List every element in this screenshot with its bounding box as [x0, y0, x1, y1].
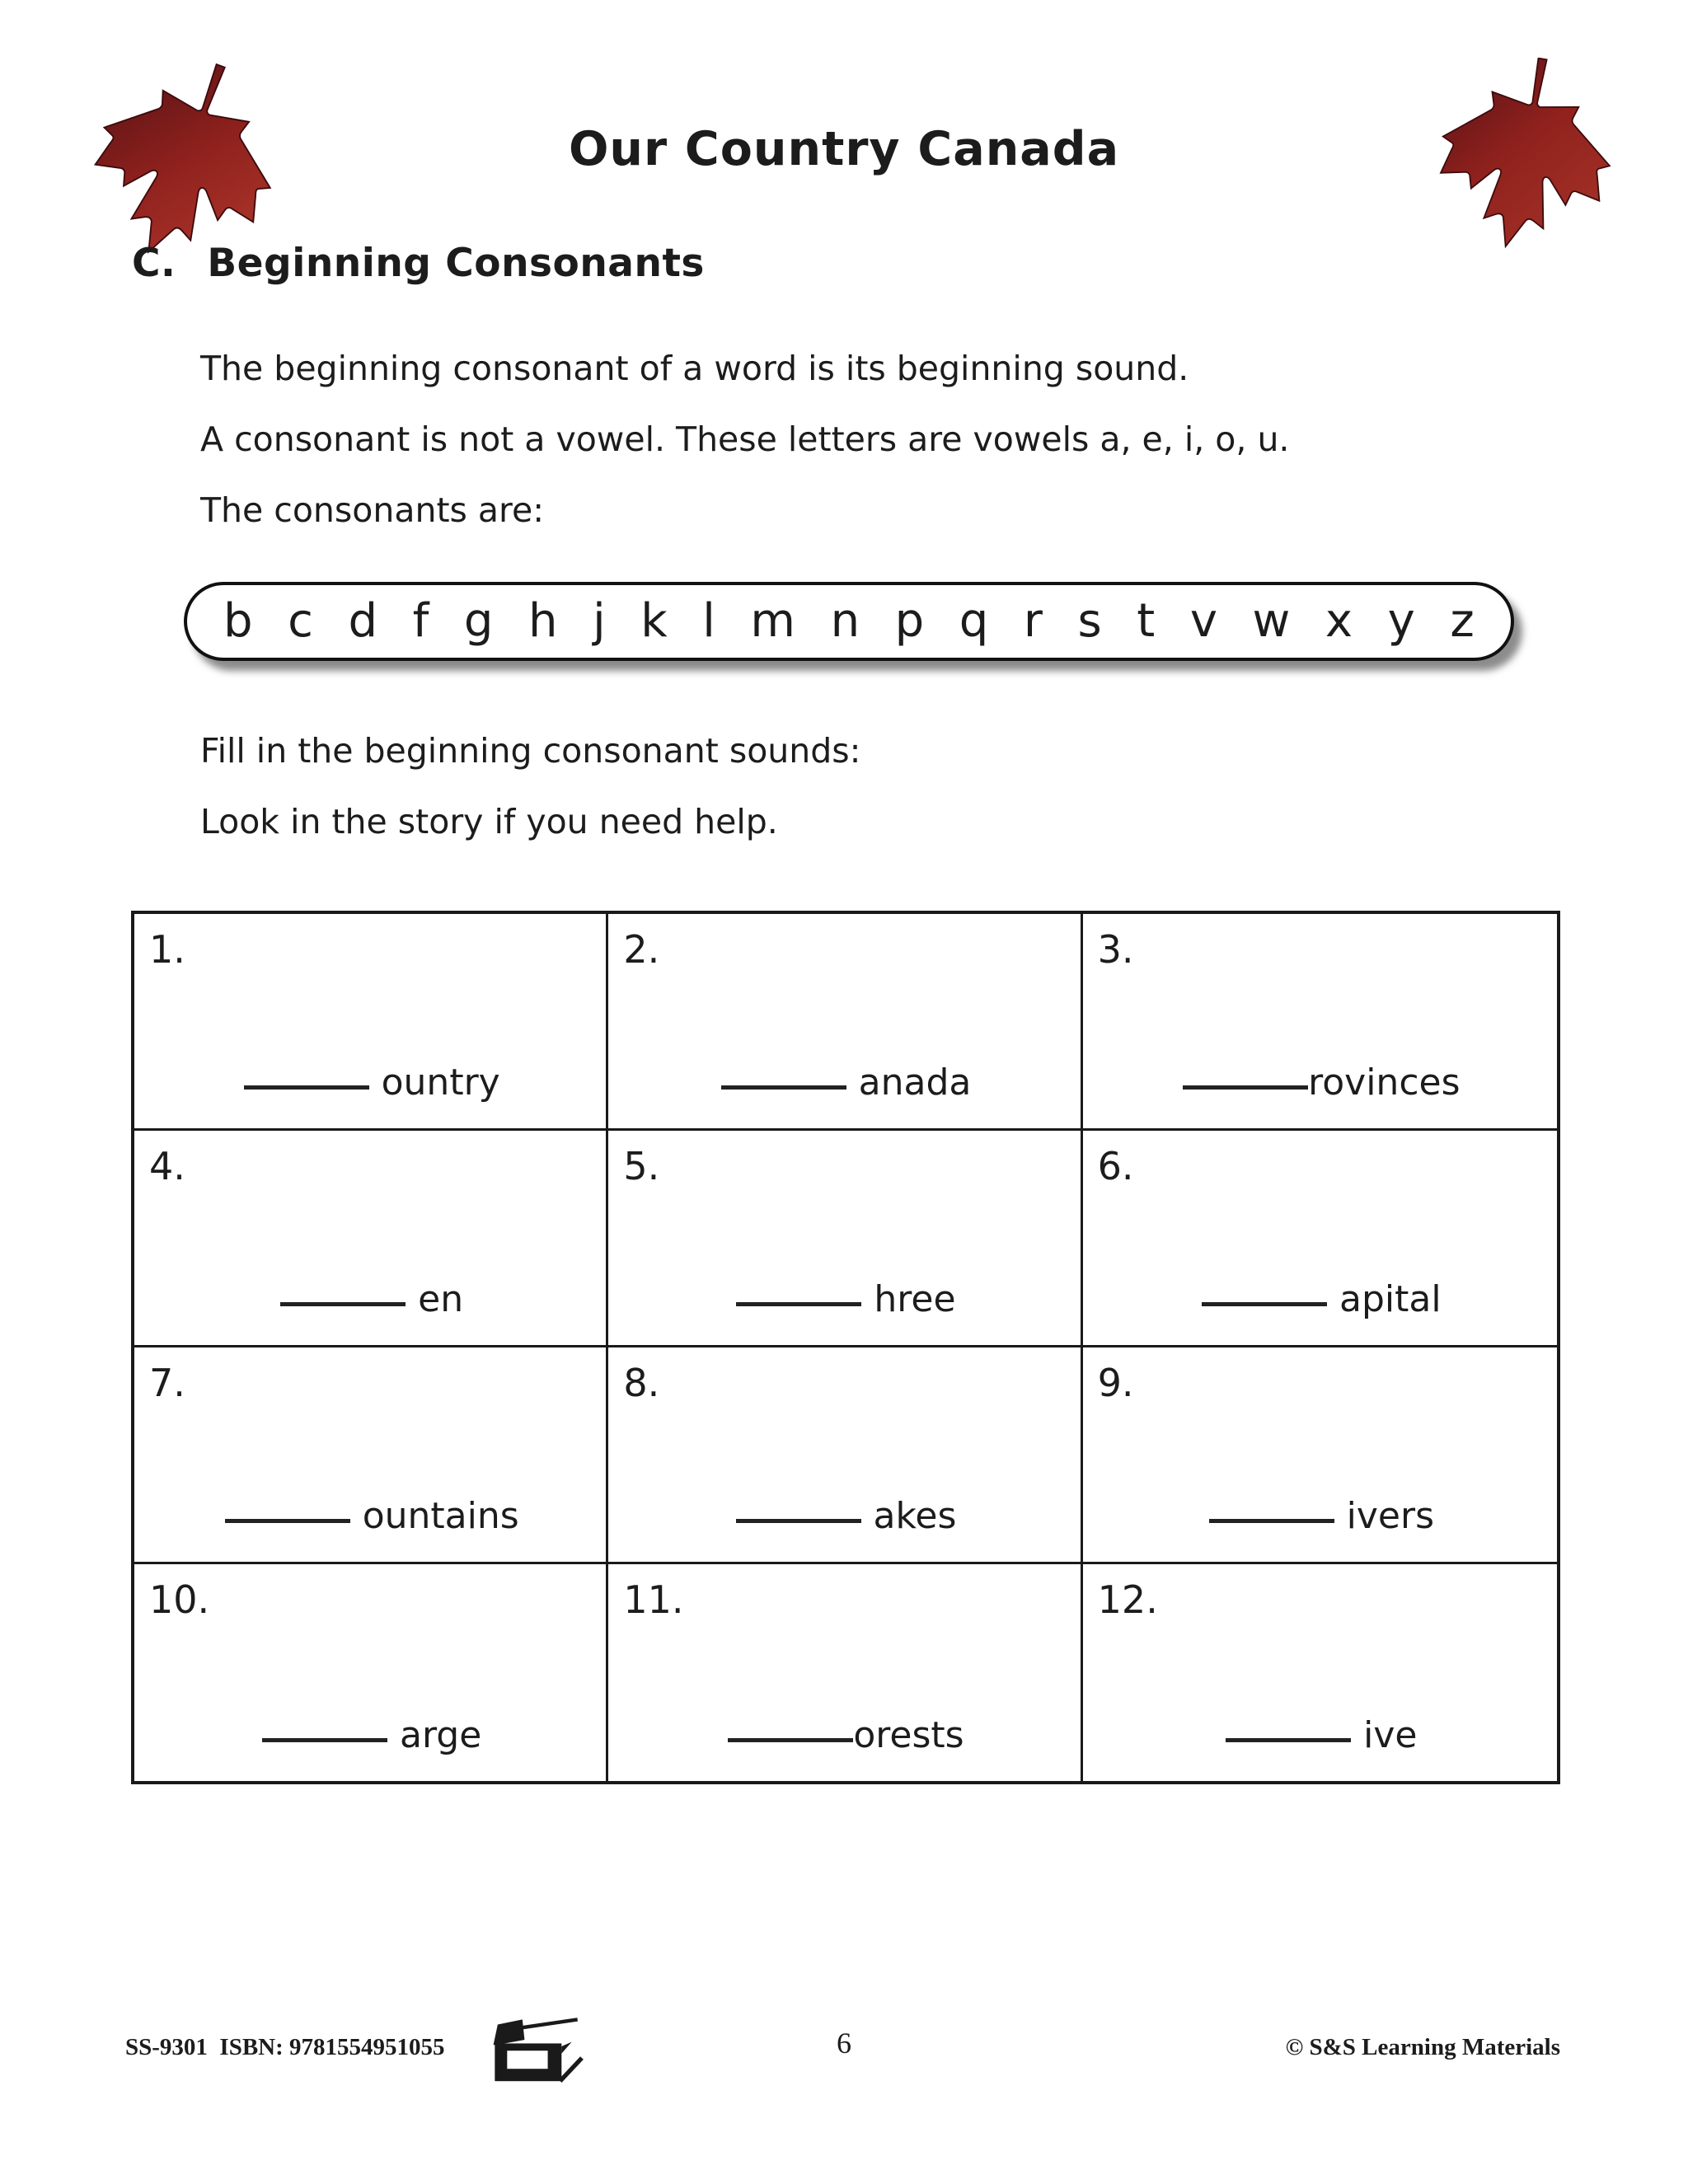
consonant-letter: m	[750, 594, 795, 648]
consonant-letter: k	[640, 594, 668, 648]
answer-blank	[728, 1732, 853, 1742]
intro-line-2: A consonant is not a vowel. These letters are vowels a, e, i, o, u.	[200, 419, 1290, 459]
consonant-letter: g	[463, 594, 494, 648]
consonant-letter: y	[1387, 594, 1415, 648]
section-heading	[132, 241, 705, 286]
consonant-letter: w	[1252, 594, 1291, 648]
consonant-letter: c	[288, 594, 313, 648]
cell-answer	[736, 1278, 955, 1320]
cell-number: 11.	[623, 1577, 684, 1622]
consonant-letter: x	[1325, 594, 1353, 648]
consonant-letter: n	[830, 594, 860, 648]
exercise-cell	[608, 1564, 1082, 1781]
consonant-letter: j	[593, 594, 606, 648]
cell-answer	[1209, 1495, 1434, 1537]
answer-blank	[736, 1512, 861, 1523]
answer-blank	[225, 1512, 350, 1523]
intro-line-3: The consonants are:	[200, 490, 545, 530]
answer-blank	[244, 1079, 369, 1090]
consonant-letter: z	[1450, 594, 1475, 648]
cell-number: 7.	[149, 1361, 185, 1405]
answer-blank	[1226, 1732, 1351, 1742]
consonant-letter: h	[528, 594, 558, 648]
word-ending: arge	[400, 1714, 482, 1756]
word-ending: akes	[873, 1495, 957, 1537]
consonant-letter: l	[702, 594, 715, 648]
cell-answer	[736, 1495, 957, 1537]
word-ending: apital	[1339, 1278, 1442, 1320]
word-ending: rovinces	[1308, 1062, 1461, 1104]
answer-blank	[721, 1079, 846, 1090]
cell-number: 6.	[1097, 1144, 1134, 1188]
consonant-letter: t	[1137, 594, 1156, 648]
consonant-letter: v	[1189, 594, 1217, 648]
answer-blank	[1209, 1512, 1334, 1523]
exercise-grid	[131, 911, 1560, 1784]
word-ending: hree	[874, 1278, 956, 1320]
exercise-cell	[134, 1564, 608, 1781]
cell-number: 4.	[149, 1144, 185, 1188]
cell-answer	[280, 1278, 463, 1320]
word-ending: ive	[1363, 1714, 1418, 1756]
answer-blank	[262, 1732, 387, 1742]
exercise-cell	[134, 1347, 608, 1564]
cell-number: 1.	[149, 927, 185, 972]
cell-answer	[262, 1714, 481, 1756]
word-ending: ountains	[362, 1495, 519, 1537]
section-title: Beginning Consonants	[207, 241, 705, 286]
exercise-cell	[1083, 1564, 1557, 1781]
cell-answer	[1226, 1714, 1417, 1756]
consonant-letter: r	[1023, 594, 1043, 648]
consonant-letter: p	[894, 594, 925, 648]
intro-paragraph	[200, 333, 1289, 546]
footer-copyright: © S&S Learning Materials	[1285, 2034, 1560, 2060]
consonant-letter: q	[959, 594, 989, 648]
exercise-cell	[1083, 1131, 1557, 1347]
instructions	[200, 715, 860, 857]
cell-number: 2.	[623, 927, 660, 972]
answer-blank	[736, 1296, 861, 1306]
exercise-cell	[1083, 914, 1557, 1131]
word-ending: en	[418, 1278, 464, 1320]
instruction-line-1: Fill in the beginning consonant sounds:	[200, 731, 861, 771]
word-ending: ivers	[1346, 1495, 1434, 1537]
cell-number: 5.	[623, 1144, 660, 1188]
maple-leaf-icon	[1426, 58, 1615, 264]
word-ending: orests	[853, 1714, 964, 1756]
consonant-letter: b	[223, 594, 253, 648]
cell-answer	[1183, 1062, 1460, 1104]
instruction-line-2: Look in the story if you need help.	[200, 802, 778, 841]
answer-blank	[1202, 1296, 1327, 1306]
cell-answer	[225, 1495, 519, 1537]
cell-answer	[728, 1714, 964, 1756]
consonant-letter: f	[412, 594, 429, 648]
cell-number: 3.	[1097, 927, 1134, 972]
answer-blank	[1183, 1079, 1308, 1090]
cell-number: 10.	[149, 1577, 210, 1622]
consonant-letter: d	[348, 594, 378, 648]
page-number: 6	[837, 2027, 851, 2060]
exercise-cell	[608, 914, 1082, 1131]
footer-isbn: SS-9301 ISBN: 9781554951055	[125, 2034, 445, 2060]
cell-number: 12.	[1097, 1577, 1158, 1622]
cell-number: 8.	[623, 1361, 660, 1405]
word-ending: anada	[858, 1062, 972, 1104]
answer-blank	[280, 1296, 406, 1306]
exercise-cell	[134, 914, 608, 1131]
cell-answer	[1202, 1278, 1442, 1320]
cell-answer	[244, 1062, 500, 1104]
page-title: Our Country Canada	[568, 122, 1120, 176]
intro-line-1: The beginning consonant of a word is its beginning sound.	[200, 349, 1189, 388]
cell-number: 9.	[1097, 1361, 1134, 1405]
cell-answer	[721, 1062, 972, 1104]
exercise-cell	[608, 1347, 1082, 1564]
word-ending: ountry	[381, 1062, 500, 1104]
exercise-cell	[608, 1131, 1082, 1347]
exercise-cell	[134, 1131, 608, 1347]
consonant-letter: s	[1077, 594, 1102, 648]
consonant-letters-box	[184, 582, 1514, 661]
section-label: C.	[132, 241, 176, 286]
exercise-cell	[1083, 1347, 1557, 1564]
